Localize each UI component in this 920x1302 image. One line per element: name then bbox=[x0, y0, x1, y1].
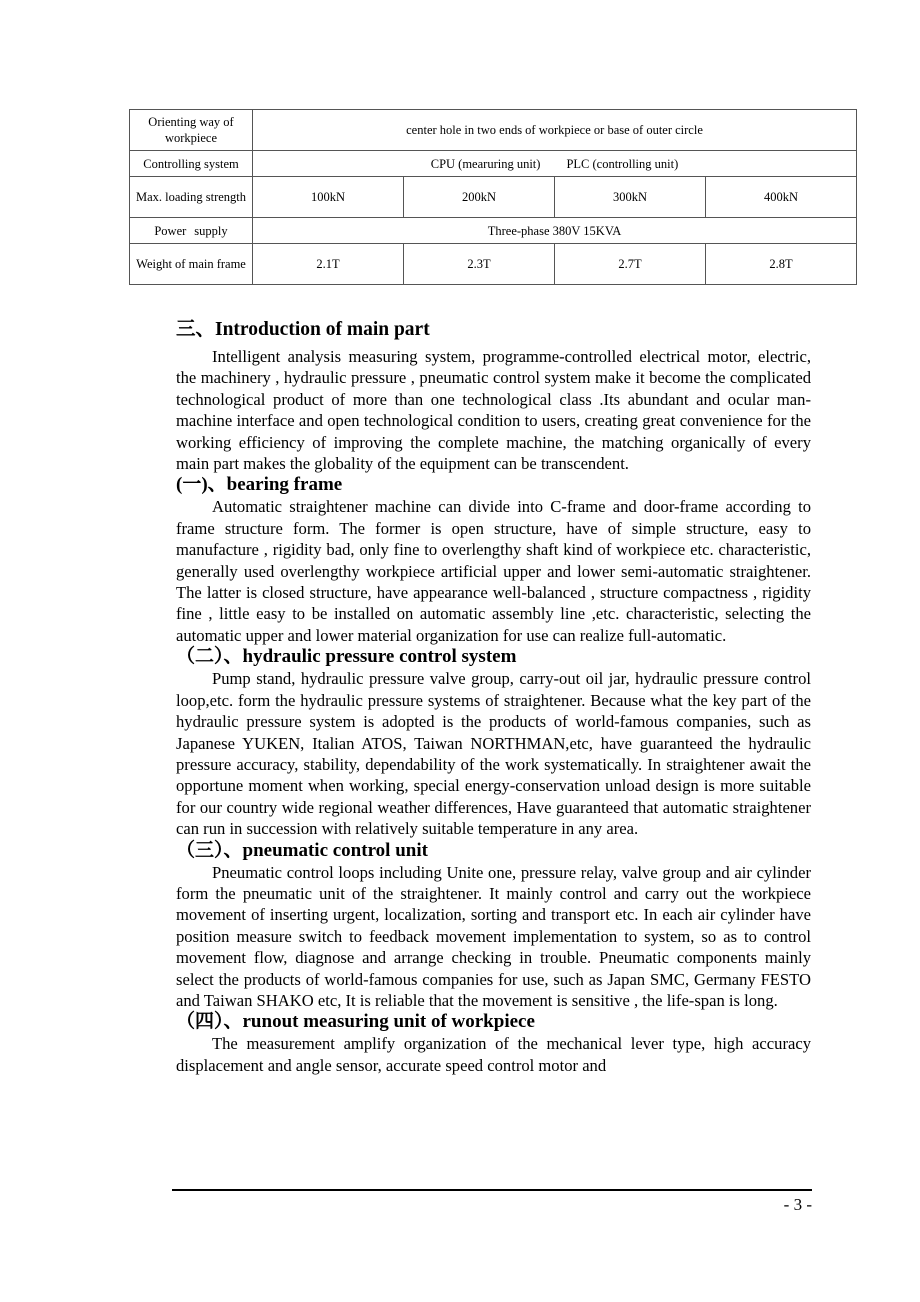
subsection-heading-hydraulic: （二）、hydraulic pressure control system bbox=[176, 646, 517, 668]
cpu-value: CPU (mearuring unit) bbox=[430, 156, 541, 171]
table-cell-value: 300kN bbox=[555, 177, 706, 218]
section-heading: 三、Introduction of main part bbox=[176, 319, 430, 340]
section-intro-paragraph: Intelligent analysis measuring system, programme-controlled electrical motor, electric, the machinery , hydraulic pressure , pneumatic control system make it become the complicated technological product of more than one technological class .Its abundant and ocular man-machine interface and open technological condition to users, creating great convenience for the working efficiency of improving the complete machine, the matching organically of every main part makes the globality of the equipment can be transcendent. bbox=[176, 347, 811, 474]
table-cell-label: Controlling system bbox=[130, 151, 253, 177]
table-cell-value: 100kN bbox=[253, 177, 404, 218]
table-row bbox=[130, 151, 857, 177]
table-cell-value: 2.7T bbox=[555, 244, 706, 285]
hydraulic-paragraph: Pump stand, hydraulic pressure valve group, carry-out oil jar, hydraulic pressure control loop,etc. form the hydraulic pressure systems of straightener. Because what the key part of the hydraulic pressure system is adopted is the products of world-famous companies, such as Japanese YUKEN, Italian ATOS, Taiwan NORTHMAN,etc, have guaranteed the hydraulic pressure accuracy, stability, dependability of the work systematically. In straightener await the opportune moment when working, special energy-conservation unload design is more suitable for our country wide regional weather differences, Have guaranteed that automatic straightener can run in succession with relatively suitable temperature in any area. bbox=[176, 669, 811, 839]
subsection-heading-bearing-frame: (一)、bearing frame bbox=[176, 474, 343, 496]
table-cell-value: 2.8T bbox=[706, 244, 857, 285]
table-cell-value: 2.1T bbox=[253, 244, 404, 285]
power-label: Power bbox=[154, 223, 187, 238]
table-row bbox=[130, 244, 857, 285]
table-cell-value: 2.3T bbox=[404, 244, 555, 285]
table-cell-value: Three-phase 380V 15KVA bbox=[253, 218, 857, 244]
pneumatic-paragraph: Pneumatic control loops including Unite one, pressure relay, valve group and air cylinder form the pneumatic unit of the straightener. It mainly control and carry out the workpiece movement of inserting urgent, localization, sorting and transport etc. In each air cylinder have position measure switch to feedback movement implementation to system, so as to control movement flow, diagnose and arrange checking in trouble. Pneumatic components mainly select the products of world-famous companies for use, such as Japan SMC, Germany FESTO and Taiwan SHAKO etc, It is reliable that the movement is sensitive , the life-span is long. bbox=[176, 862, 811, 1010]
supply-label: supply bbox=[194, 223, 228, 238]
spec-table bbox=[129, 109, 857, 285]
table-row bbox=[130, 110, 857, 151]
page-number: - 3 - bbox=[783, 1195, 812, 1214]
table-cell-value: center hole in two ends of workpiece or base of outer circle bbox=[253, 110, 857, 151]
table-cell-label: Orienting way of workpiece bbox=[130, 110, 253, 151]
runout-paragraph: The measurement amplify organization of the mechanical lever type, high accuracy displacement and angle sensor, accurate speed control motor and bbox=[176, 1034, 811, 1075]
document-body bbox=[176, 314, 811, 1076]
subsection-heading-runout: （四）、runout measuring unit of workpiece bbox=[176, 1011, 535, 1033]
table-cell-label: Max. loading strength bbox=[130, 177, 253, 218]
table-row bbox=[130, 177, 857, 218]
plc-value: PLC (controlling unit) bbox=[566, 156, 679, 171]
footer-rule bbox=[172, 1189, 812, 1191]
table-row bbox=[130, 218, 857, 244]
table-cell-value: 200kN bbox=[404, 177, 555, 218]
bearing-frame-paragraph: Automatic straightener machine can divide into C-frame and door-frame according to frame structure form. The former is open structure, have of simple structure, easy to manufacture , rigidity bad, only fine to overlengthy shaft kind of workpiece etc. characteristic, generally used overlengthy workpiece artificial upper and lower semi-automatic straightener. The latter is closed structure, have appearance well-balanced , structure compactness , rigidity fine , little easy to be installed on automatic assembly line ,etc. characteristic, selecting the automatic upper and lower material organization for use can realize full-automatic. bbox=[176, 497, 811, 645]
subsection-heading-pneumatic: （三）、pneumatic control unit bbox=[176, 839, 428, 861]
table-cell-label bbox=[130, 218, 253, 244]
table-cell-label: Weight of main frame bbox=[130, 244, 253, 285]
table-cell-value bbox=[253, 151, 857, 177]
table-cell-value: 400kN bbox=[706, 177, 857, 218]
